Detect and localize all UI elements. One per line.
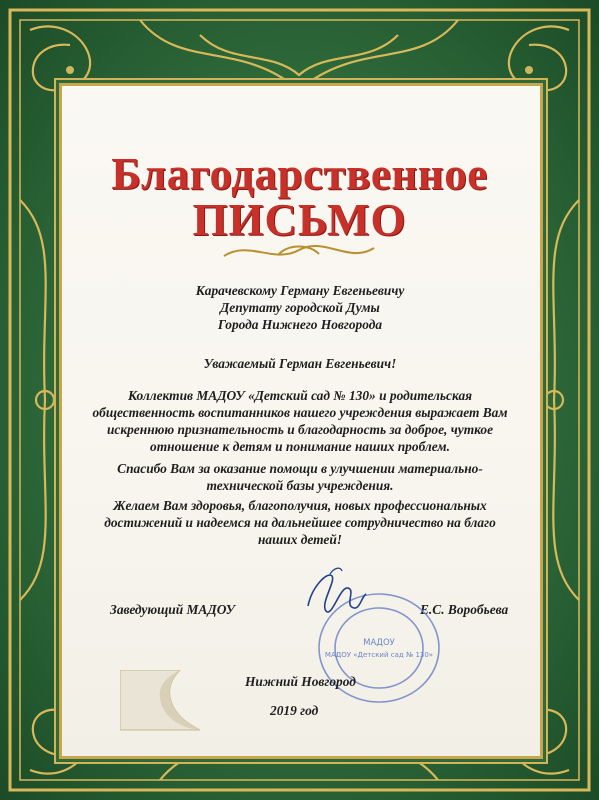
stamp-text: МАДОУ «Детский сад № 130»	[324, 651, 434, 659]
recipient-line: Депутату городской Думы	[220, 300, 380, 315]
signer-position: Заведующий МАДОУ	[110, 602, 235, 617]
title-swirl-icon	[219, 238, 379, 266]
signature-icon	[300, 566, 370, 628]
recipient-line: Карачевскому Герману Евгеньевичу	[195, 283, 405, 298]
greeting	[90, 355, 510, 372]
letter-title-line2: ПИСЬМО	[192, 195, 407, 245]
page-curl-icon	[120, 670, 200, 740]
greeting-text: Уважаемый Герман Евгеньевич!	[203, 356, 397, 371]
paragraph-3: Желаем Вам здоровья, благополучия, новых профессиональных достижений и надеемся на дальнейшее сотрудничество на благо наших детей!	[104, 498, 496, 547]
signer-name: Е.С. Воробьева	[420, 602, 509, 617]
paragraph-2: Спасибо Вам за оказание помощи в улучшении материально-технической базы учреждения.	[117, 461, 483, 493]
recipient-line: Города Нижнего Новгорода	[217, 317, 383, 332]
letter-title-line1: Благодарственное	[111, 149, 488, 199]
year: 2019 год	[270, 703, 319, 718]
body-paragraph	[90, 460, 510, 494]
body-paragraph	[90, 387, 510, 455]
paragraph-1: Коллектив МАДОУ «Детский сад № 130» и родительская общественность воспитанников нашего учреждения выражает Вам искреннюю признательность и благодарность за доброе, чуткое отношение к детям и понимание наших проблем.	[92, 388, 508, 454]
city: Нижний Новгород	[245, 674, 356, 689]
body-paragraph	[90, 497, 510, 548]
recipient-block	[90, 282, 510, 333]
stamp-label: МАДОУ	[363, 638, 395, 648]
